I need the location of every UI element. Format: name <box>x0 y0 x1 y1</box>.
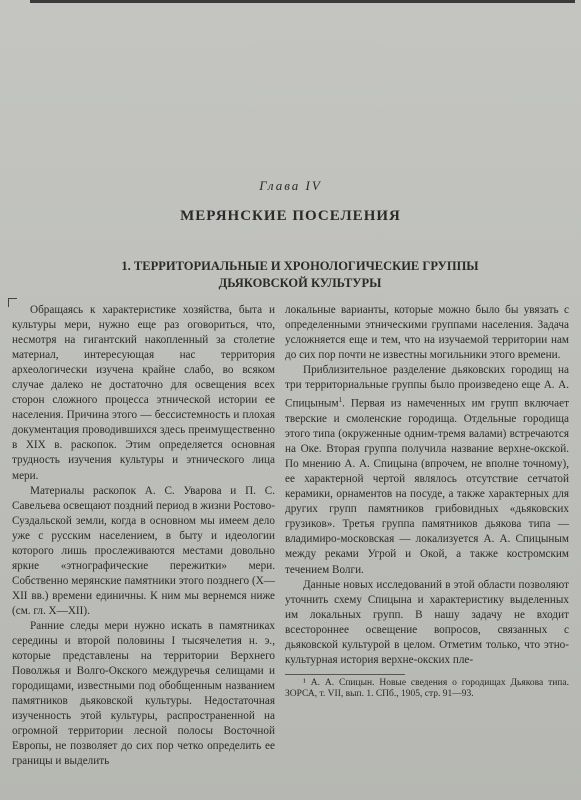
footnote-text: ¹ А. А. Спицын. Новые сведения о городищах Дьякова типа. ЗОРСА, т. VII, вып. 1. СПб., 1905, стр. 91—93. <box>285 677 569 699</box>
chapter-heading: Глава IV <box>259 178 322 193</box>
top-rule <box>30 0 575 3</box>
paragraph: Ранние следы мери нужно искать в памятниках середины и второй половины I тысячелетия н. э., которые представлены на территории Верхнего Поволжья и Волго-Окского междуречья селищами и городищами, известными под обобщенным названием памятников дьяковской культуры. Недостаточная изученность этой культуры, распространенной на огромной территории лесной полосы Восточной Европы, не позволяет до сих пор четко определить ее границы и выделить <box>12 619 275 768</box>
chapter-title: МЕРЯНСКИЕ ПОСЕЛЕНИЯ <box>180 208 401 224</box>
right-column <box>285 303 569 700</box>
paragraph <box>285 363 569 577</box>
paragraph: локальные варианты, которые можно было бы увязать с определенными этническими группами населения. Задача усложняется еще и тем, что на изучаемой территории нам до сих пор почти не известны могильники этого времени. <box>285 304 569 362</box>
footnote <box>285 674 569 700</box>
paragraph: Материалы раскопок А. С. Уварова и П. С. Савельева освещают поздний период в жизни Ростово-Суздальской земли, когда в основном мы имеем дело уже с русским населением, в быту и идеологии которого лишь прослеживаются местами довольно яркие «этнографические пережитки» мери. Собственно мерянские памятники этого позднего (X—XII вв.) времени единичны. К ним мы вернемся ниже (см. гл. X—XII). <box>12 484 275 617</box>
section-heading-line-1: 1. ТЕРРИТОРИАЛЬНЫЕ И ХРОНОЛОГИЧЕСКИЕ ГРУППЫ <box>121 259 479 273</box>
section-heading-line-2: ДЬЯКОВСКОЙ КУЛЬТУРЫ <box>218 276 382 290</box>
footnote-ref: 1 <box>338 396 343 405</box>
paragraph-text: Приблизительное разделение дьяковских городищ на три территориальные группы было произведено еще А. А. Спицыным <box>285 364 569 411</box>
paragraph: Данные новых исследований в этой области позволяют уточнить схему Спицына и характеристику выделенных им локальных групп. В нашу задачу не входит всестороннее освещение вопросов, связанных с дьяковской культурой в целом. Отметим только, что этно-культурная история верхне-окских пле- <box>285 578 569 666</box>
section-heading <box>60 258 540 292</box>
left-column <box>12 303 275 769</box>
paragraph-text: . Первая из намеченных им групп включает тверские и смоленские городища. Отдельные городища этого типа (окруженные одним-тремя валами) встречаются на Оке. Вторая группа получила название верхне-окской. По мнению А. А. Спицына (впрочем, не вполне точному), ее характерной чертой являлось отсутствие сетчатой керамики, орнаментов на посуде, а также характерных для других групп памятников грибовидных «дьяковских грузиков». Третья группа памятников дьякова типа — владимиро-московская — локализуется А. А. Спицыным между реками Угрой и Окой, а также костромским течением Волги. <box>285 398 569 576</box>
paragraph: Обращаясь к характеристике хозяйства, быта и культуры мери, нужно еще раз оговориться, что, несмотря на гигантский накопленный за столетие материал, интересующая нас территория археологически изучена крайне слабо, во всяком случае далеко не достаточно для освещения всех сторон сложного процесса этнической истории ее населения. Причина этого — бессистемность и плохая документация проводившихся здесь преимущественно в XIX в. раскопок. Этим определяется основная трудность изучения культуры и этнического лица мери. <box>12 304 275 482</box>
